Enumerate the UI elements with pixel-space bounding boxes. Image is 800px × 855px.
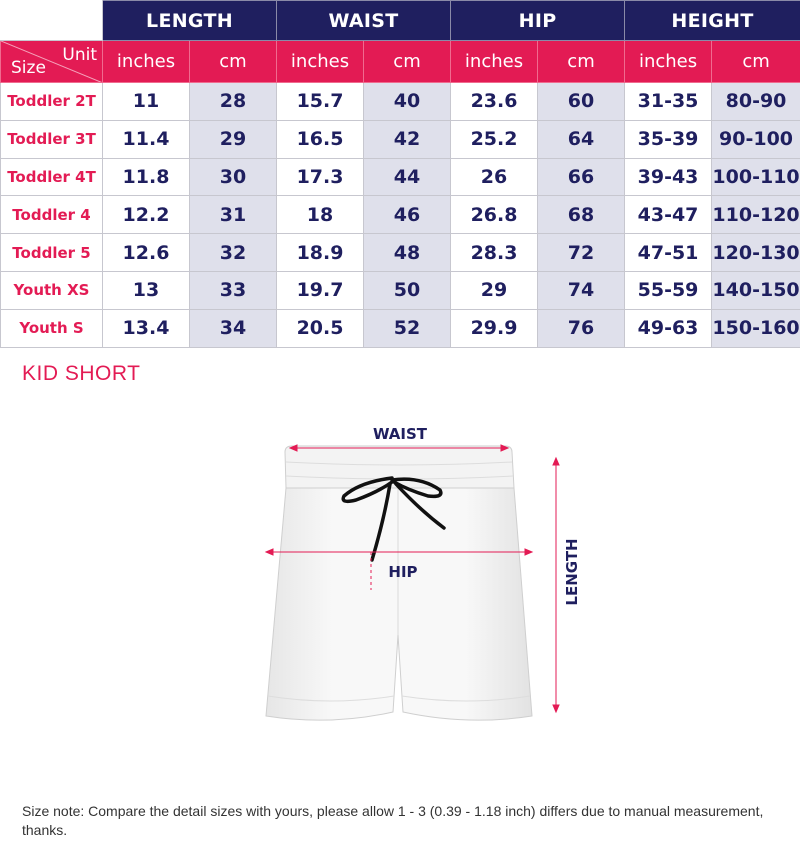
table-row <box>1 234 800 272</box>
unit-header: cm <box>538 41 625 83</box>
size-unit-corner <box>1 41 103 83</box>
table-cell: 28.3 <box>451 234 538 272</box>
table-cell: 16.5 <box>277 120 364 158</box>
table-cell: 90-100 <box>712 120 800 158</box>
table-cell: 33 <box>190 271 277 309</box>
table-cell: 30 <box>190 158 277 196</box>
table-cell: 40 <box>364 83 451 121</box>
section-title: KID SHORT <box>22 362 141 385</box>
group-header-waist: WAIST <box>277 1 451 41</box>
size-label: Youth XS <box>1 271 103 309</box>
unit-header: cm <box>712 41 800 83</box>
size-chart-table <box>0 0 800 348</box>
table-cell: 19.7 <box>277 271 364 309</box>
corner-size-label: Size <box>11 58 46 78</box>
length-label: LENGTH <box>563 538 581 606</box>
table-cell: 120-130 <box>712 234 800 272</box>
length-measure-line <box>553 458 559 712</box>
table-cell: 26 <box>451 158 538 196</box>
table-cell: 29.9 <box>451 309 538 347</box>
table-cell: 47-51 <box>625 234 712 272</box>
table-cell: 17.3 <box>277 158 364 196</box>
table-cell: 29 <box>451 271 538 309</box>
size-label: Toddler 3T <box>1 120 103 158</box>
table-cell: 35-39 <box>625 120 712 158</box>
table-cell: 28 <box>190 83 277 121</box>
size-rows <box>1 83 800 348</box>
table-cell: 31-35 <box>625 83 712 121</box>
table-cell: 32 <box>190 234 277 272</box>
table-cell: 13.4 <box>103 309 190 347</box>
table-row <box>1 83 800 121</box>
table-cell: 12.6 <box>103 234 190 272</box>
table-cell: 100-110 <box>712 158 800 196</box>
table-cell: 68 <box>538 196 625 234</box>
table-cell: 18.9 <box>277 234 364 272</box>
shorts-measurement-diagram <box>0 400 800 740</box>
group-header-hip: HIP <box>451 1 625 41</box>
unit-header-row <box>1 41 800 83</box>
table-row <box>1 309 800 347</box>
table-cell: 50 <box>364 271 451 309</box>
table-row <box>1 158 800 196</box>
table-cell: 18 <box>277 196 364 234</box>
unit-header: inches <box>451 41 538 83</box>
size-label: Youth S <box>1 309 103 347</box>
blank-corner <box>1 1 103 41</box>
size-label: Toddler 4 <box>1 196 103 234</box>
table-cell: 76 <box>538 309 625 347</box>
table-cell: 55-59 <box>625 271 712 309</box>
group-header-row <box>1 1 800 41</box>
table-cell: 43-47 <box>625 196 712 234</box>
table-cell: 15.7 <box>277 83 364 121</box>
table-cell: 46 <box>364 196 451 234</box>
table-row <box>1 120 800 158</box>
table-cell: 52 <box>364 309 451 347</box>
size-note: Size note: Compare the detail sizes with yours, please allow 1 - 3 (0.39 - 1.18 inch) differs due to manual measurement, thanks. <box>22 803 764 838</box>
table-cell: 11 <box>103 83 190 121</box>
table-cell: 25.2 <box>451 120 538 158</box>
unit-header: inches <box>625 41 712 83</box>
table-cell: 74 <box>538 271 625 309</box>
table-cell: 44 <box>364 158 451 196</box>
table-cell: 110-120 <box>712 196 800 234</box>
table-cell: 140-150 <box>712 271 800 309</box>
hip-label: HIP <box>388 563 418 581</box>
table-cell: 11.8 <box>103 158 190 196</box>
unit-header: inches <box>103 41 190 83</box>
table-cell: 11.4 <box>103 120 190 158</box>
table-cell: 31 <box>190 196 277 234</box>
table-row <box>1 196 800 234</box>
table-cell: 49-63 <box>625 309 712 347</box>
table-cell: 66 <box>538 158 625 196</box>
size-label: Toddler 2T <box>1 83 103 121</box>
table-cell: 26.8 <box>451 196 538 234</box>
table-cell: 13 <box>103 271 190 309</box>
table-cell: 64 <box>538 120 625 158</box>
table-cell: 72 <box>538 234 625 272</box>
size-label: Toddler 4T <box>1 158 103 196</box>
table-cell: 12.2 <box>103 196 190 234</box>
group-header-height: HEIGHT <box>625 1 800 41</box>
table-cell: 150-160 <box>712 309 800 347</box>
unit-header: inches <box>277 41 364 83</box>
table-cell: 34 <box>190 309 277 347</box>
size-label: Toddler 5 <box>1 234 103 272</box>
waist-label: WAIST <box>372 425 428 443</box>
table-cell: 20.5 <box>277 309 364 347</box>
table-cell: 39-43 <box>625 158 712 196</box>
unit-header: cm <box>190 41 277 83</box>
unit-header: cm <box>364 41 451 83</box>
table-cell: 60 <box>538 83 625 121</box>
table-cell: 48 <box>364 234 451 272</box>
group-header-length: LENGTH <box>103 1 277 41</box>
table-cell: 42 <box>364 120 451 158</box>
table-cell: 80-90 <box>712 83 800 121</box>
table-cell: 23.6 <box>451 83 538 121</box>
table-row <box>1 271 800 309</box>
table-cell: 29 <box>190 120 277 158</box>
corner-unit-label: Unit <box>62 45 97 65</box>
